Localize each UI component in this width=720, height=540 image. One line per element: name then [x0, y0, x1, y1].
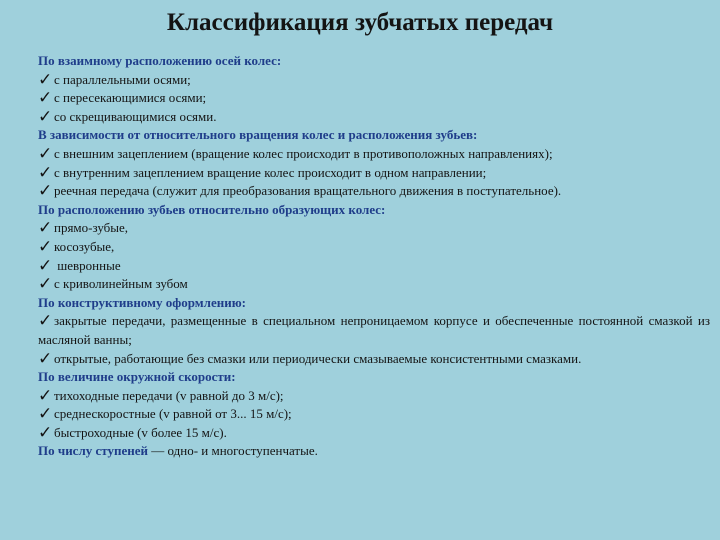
list-item-text: с внешним зацеплением (вращение колес происходит в противоположных направлениях);: [54, 145, 553, 161]
list-item: [38, 182, 710, 201]
check-icon: ✓: [38, 218, 53, 239]
list-item-text: с пересекающимися осями;: [54, 90, 207, 106]
check-icon: ✓: [38, 255, 53, 276]
section-heading-stages: [38, 442, 710, 461]
list-item: [38, 257, 710, 276]
list-item-text: открытые, работающие без смазки или периодически смазываемые консистентными смазками.: [54, 350, 582, 366]
list-item: [38, 387, 710, 406]
section-heading-stages-text: — одно- и многоступенчатые.: [148, 443, 318, 459]
list-item: [38, 219, 710, 238]
list-item-text: прямо-зубые,: [54, 220, 129, 236]
list-item-text: реечная передача (служит для преобразования вращательного движения в поступательное).: [54, 183, 562, 199]
list-item-text: со скрещивающимися осями.: [54, 108, 217, 124]
list-item: [38, 405, 710, 424]
list-item-text: с внутренним зацеплением вращение колес происходит в одном направлении;: [54, 164, 487, 180]
check-icon: ✓: [38, 106, 53, 127]
list-item: [38, 275, 710, 294]
list-item-text: среднескоростные (v равной от 3... 15 м/с);: [54, 406, 292, 422]
list-item: [38, 164, 710, 183]
check-icon: ✓: [38, 88, 53, 109]
section-heading-axes: По взаимному расположению осей колес:: [38, 53, 282, 68]
section-heading-stages-label: По числу ступеней: [38, 443, 148, 459]
section-heading-rotation: В зависимости от относительного вращения колес и расположения зубьев:: [38, 127, 478, 143]
list-item: [38, 312, 710, 349]
section-heading-design: По конструктивному оформлению:: [38, 294, 246, 310]
check-icon: ✓: [38, 143, 53, 164]
list-item: [38, 238, 710, 257]
list-item-text: тихоходные передачи (v равной до 3 м/с);: [54, 387, 284, 403]
list-item: [38, 145, 710, 164]
check-icon: ✓: [38, 69, 53, 90]
slide-title: Классификация зубчатых передач: [166, 9, 554, 36]
check-icon: ✓: [38, 181, 53, 202]
list-item-text: с криволинейным зубом: [54, 276, 188, 292]
list-item: [38, 71, 710, 90]
list-item-text: быстроходные (v более 15 м/с).: [54, 424, 227, 440]
section-heading-speed: По величине окружной скорости:: [38, 369, 236, 385]
list-item: [38, 424, 710, 443]
list-item-text: закрытые передачи, размещенные в специальном непроницаемом корпусе и обеспеченные постоянной смазкой из масляной ванны;: [38, 313, 710, 347]
check-icon: ✓: [38, 404, 53, 425]
check-icon: ✓: [38, 162, 53, 183]
check-icon: ✓: [38, 422, 53, 443]
check-icon: ✓: [38, 385, 53, 406]
check-icon: ✓: [38, 274, 53, 295]
content-block: [38, 52, 710, 461]
list-item-text: с параллельными осями;: [54, 71, 191, 87]
list-item: [38, 108, 710, 127]
check-icon: ✓: [38, 236, 53, 257]
list-item: [38, 350, 710, 369]
list-item-text: косозубые,: [54, 238, 115, 254]
check-icon: ✓: [38, 311, 53, 332]
list-item: [38, 89, 710, 108]
section-heading-teeth: По расположению зубьев относительно образующих колес:: [38, 201, 386, 217]
list-item-text: шевронные: [54, 257, 121, 273]
check-icon: ✓: [38, 348, 53, 369]
